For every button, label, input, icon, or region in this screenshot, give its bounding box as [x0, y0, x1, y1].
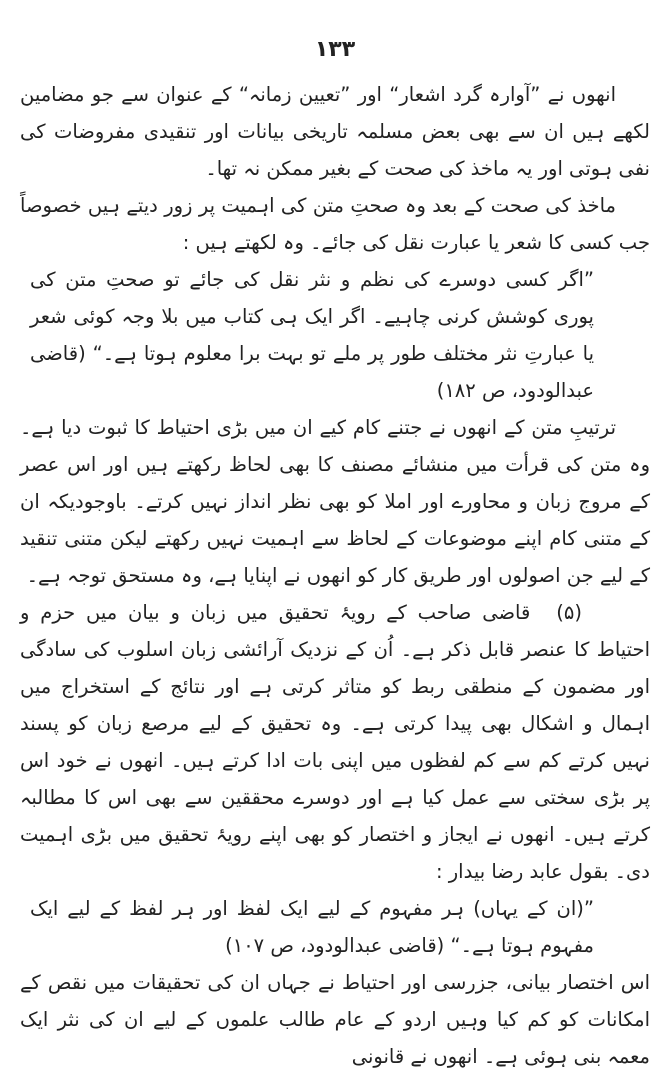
paragraph-2: ماخذ کی صحت کے بعد وہ صحتِ متن کی اہمیت پر زور دیتے ہیں خصوصاً جب کسی کا شعر یا عبارت نقل کی جائے۔ وہ لکھتے ہیں :: [20, 194, 650, 254]
paragraph-1: انھوں نے ”آوارہ گرد اشعار“ اور ”تعیین زمانہ“ کے عنوان سے جو مضامین لکھے ہیں ان سے بھی بعض مسلمہ تاریخی بیانات اور تنقیدی مفروضات کی نفی ہوتی اور یہ ماخذ کی صحت کے بغیر ممکن نہ تھا۔: [20, 83, 650, 180]
body-text: [20, 76, 650, 1075]
paragraph-4-text: قاضی صاحب کے رویۂ تحقیق میں زبان و بیان میں حزم و احتیاط کا عنصر قابل ذکر ہے۔ اُن کے نزدیک آرائشی زبان اسلوب کی سادگی اور مضمون کے منطقی ربط کو متاثر کرتی ہے اور نتائج کے استخراج میں اہمال و اشکال بھی پیدا کرتی ہے۔ وہ تحقیق کے لیے مرصع زبان کو پسند نہیں کرتے کم سے کم لفظوں میں اپنی بات ادا کرتے ہیں۔ انھوں نے خود اس پر بڑی سختی سے عمل کیا ہے اور دوسرے محققین سے بھی اس کا مطالبہ کرتے ہیں۔ انھوں نے ایجاز و اختصار کو بھی اپنے رویۂ تحقیق میں بڑی اہمیت دی۔ بقول عابد رضا بیدار :: [20, 601, 650, 883]
block-quote-1: ”اگر کسی دوسرے کی نظم و نثر نقل کی جائے تو صحتِ متن کی پوری کوشش کرنی چاہیے۔ اگر ایک ہی کتاب میں بلا وجہ کوئی شعر یا عبارتِ نثر مختلف طور پر ملے تو بہت برا معلوم ہوتا ہے۔“ (قاضی عبدالودود، ص ۱۸۲): [30, 268, 594, 402]
paragraph-3: ترتیبِ متن کے انھوں نے جتنے کام کیے ان میں بڑی احتیاط کا ثبوت دیا ہے۔ وہ متن کی قرأت میں منشائے مصنف کا بھی لحاظ رکھتے ہیں اور اس عصر کے مروج زبان و محاورے اور املا کو بھی نظر انداز نہیں کرتے۔ باوجودیکہ ان کے متنی کام اپنے موضوعات کے لحاظ سے اہمیت نہیں رکھتے لیکن متنی تنقید کے لیے جن اصولوں اور طریق کار کو انھوں نے اپنایا ہے، وہ مستحق توجہ ہے۔: [20, 416, 650, 587]
page-number: ۱۳۳: [314, 37, 356, 62]
paragraph-5: اس اختصار بیانی، جزرسی اور احتیاط نے جہاں ان کی تحقیقات میں نقص کے امکانات کو کم کیا وہیں اردو کے عام طالب علموں کے لیے ان کی نثر ایک معمہ بنی ہوئی ہے۔ انھوں نے قانونی: [20, 971, 650, 1068]
block-quote-2: ”(ان کے یہاں) ہر مفہوم کے لیے ایک لفظ اور ہر لفظ کے لیے ایک مفہوم ہوتا ہے۔“ (قاضی عبدالودود، ص ۱۰۷): [30, 897, 594, 957]
paragraph-number: (۵): [556, 601, 582, 624]
paragraph-4: [20, 594, 650, 890]
